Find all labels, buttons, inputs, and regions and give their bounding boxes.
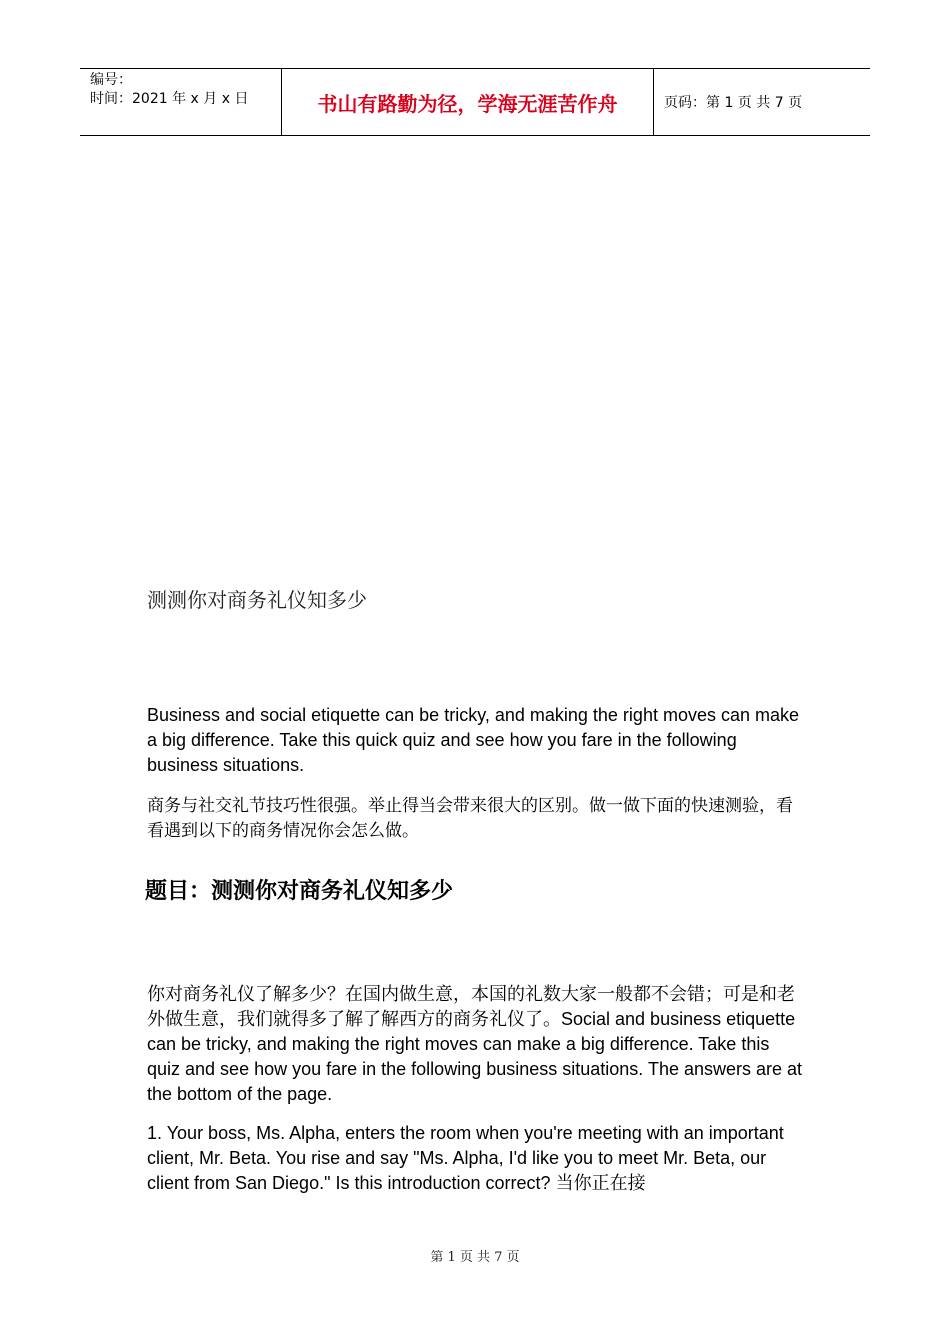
intro-english-paragraph: Business and social etiquette can be tricky, and making the right moves can make a big difference. Take this quick quiz and see how you fare in the following business situations. xyxy=(147,705,800,775)
page-header xyxy=(80,68,870,136)
header-meta xyxy=(80,69,281,135)
header-page-info: 页码：第 1 页 共 7 页 xyxy=(664,95,803,111)
header-motto: 书山有路勤为径，学海无涯苦作舟 xyxy=(281,69,654,135)
quiz-intro-paragraph: 你对商务礼仪了解多少？在国内做生意，本国的礼数大家一般都不会错；可是和老外做生意，我们就得多了解了解西方的商务礼仪了。Social and business etiquette can be tricky, and making the right moves can make a big difference. Take this quiz and see how you fare in the following business situations. The answers are at the bottom of the page. xyxy=(147,984,803,1104)
document-title: 测测你对商务礼仪知多少 xyxy=(147,588,367,612)
question-1-paragraph: 1. Your boss, Ms. Alpha, enters the room when you're meeting with an important client, Mr. Beta. You rise and say "Ms. Alpha, I'd like you to meet Mr. Beta, our client from San Diego." Is this introduction correct? 当你正在接 xyxy=(147,1123,784,1193)
doc-number-label: 编号： xyxy=(90,72,132,88)
date-label: 时间：2021 年 x 月 x 日 xyxy=(90,91,249,107)
page-footer: 第 1 页 共 7 页 xyxy=(430,1250,520,1265)
intro-chinese-paragraph: 商务与社交礼节技巧性很强。举止得当会带来很大的区别。做一做下面的快速测验，看看遇到以下的商务情况你会怎么做。 xyxy=(147,796,793,841)
section-heading: 题目：测测你对商务礼仪知多少 xyxy=(145,879,454,904)
